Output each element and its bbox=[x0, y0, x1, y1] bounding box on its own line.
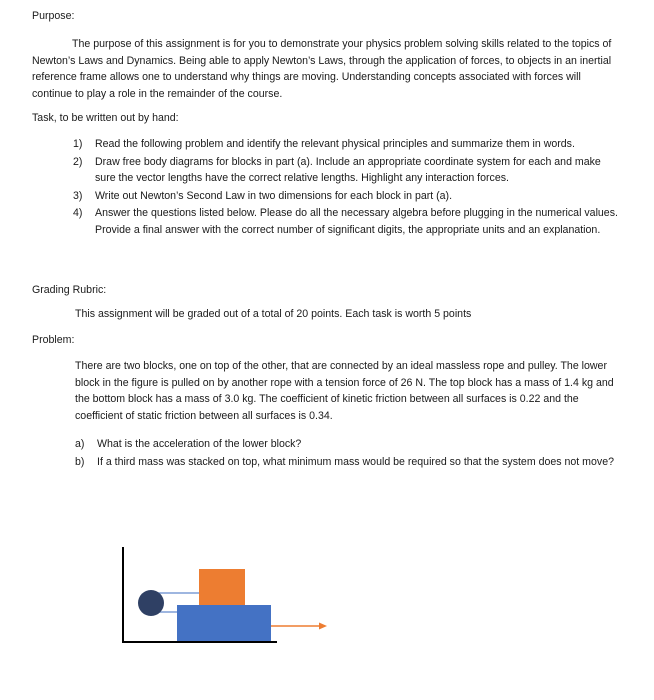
top-block bbox=[199, 569, 245, 605]
question-text: What is the acceleration of the lower block? bbox=[97, 438, 302, 450]
task-item-text: Draw free body diagrams for blocks in part (a). Include an appropriate coordinate system for each and make sure the vector lengths have the correct relative lengths. Highlight any interaction forces. bbox=[95, 155, 601, 184]
purpose-text-content: The purpose of this assignment is for you to demonstrate your physics problem solving skills related to the topics of Newton’s Laws and Dynamics. Being able to apply Newton’s Laws, through the application of forces, to objects in an inertial reference frame allows one to understand why things are moving. Understanding concepts associated with forces will continue to play a role in the remainder of the course. bbox=[32, 38, 612, 100]
question-b bbox=[75, 454, 620, 471]
task-item-4 bbox=[73, 205, 623, 238]
pulley-icon bbox=[138, 590, 164, 616]
task-item-text: Write out Newton’s Second Law in two dimensions for each block in part (a). bbox=[95, 189, 453, 202]
question-a bbox=[75, 436, 620, 453]
question-label: b) bbox=[75, 455, 85, 468]
grading-heading: Grading Rubric: bbox=[32, 284, 107, 296]
blocks-diagram bbox=[115, 543, 335, 648]
task-item-1 bbox=[73, 136, 623, 153]
purpose-heading: Purpose: bbox=[32, 10, 75, 22]
problem-text: There are two blocks, one on top of the other, that are connected by an ideal massless rope and pulley. The lower block in the figure is pulled on by another rope with a tension force of 26 N. The top block has a mass of 1.4 kg and the bottom block has a mass of 3.0 kg. The coefficient of kinetic friction between all surfaces is 0.22 and the coefficient of static friction between all surfaces is 0.34. bbox=[75, 360, 614, 422]
grading-text: This assignment will be graded out of a total of 20 points. Each task is worth 5 points bbox=[75, 308, 472, 320]
task-item-number: 3) bbox=[73, 189, 83, 202]
task-list bbox=[73, 136, 623, 238]
task-item-text: Answer the questions listed below. Please do all the necessary algebra before plugging in the numerical values. Provide a final answer with the correct number of significant digits, the appropriate units and an explanation. bbox=[95, 207, 618, 236]
task-heading: Task, to be written out by hand: bbox=[32, 112, 179, 124]
problem-heading: Problem: bbox=[32, 334, 75, 346]
question-label: a) bbox=[75, 438, 85, 450]
purpose-text bbox=[32, 36, 622, 102]
task-item-number: 4) bbox=[73, 207, 83, 219]
question-list bbox=[75, 436, 620, 470]
task-item-number: 2) bbox=[73, 155, 83, 168]
bottom-block bbox=[177, 605, 271, 641]
task-item-text: Read the following problem and identify the relevant physical principles and summarize them in words. bbox=[95, 138, 575, 150]
task-item-3 bbox=[73, 188, 623, 205]
task-item-number: 1) bbox=[73, 138, 83, 150]
task-item-2 bbox=[73, 154, 623, 187]
tension-arrow-head-icon bbox=[319, 623, 327, 630]
question-text: If a third mass was stacked on top, what minimum mass would be required so that the system does not move? bbox=[97, 455, 614, 468]
